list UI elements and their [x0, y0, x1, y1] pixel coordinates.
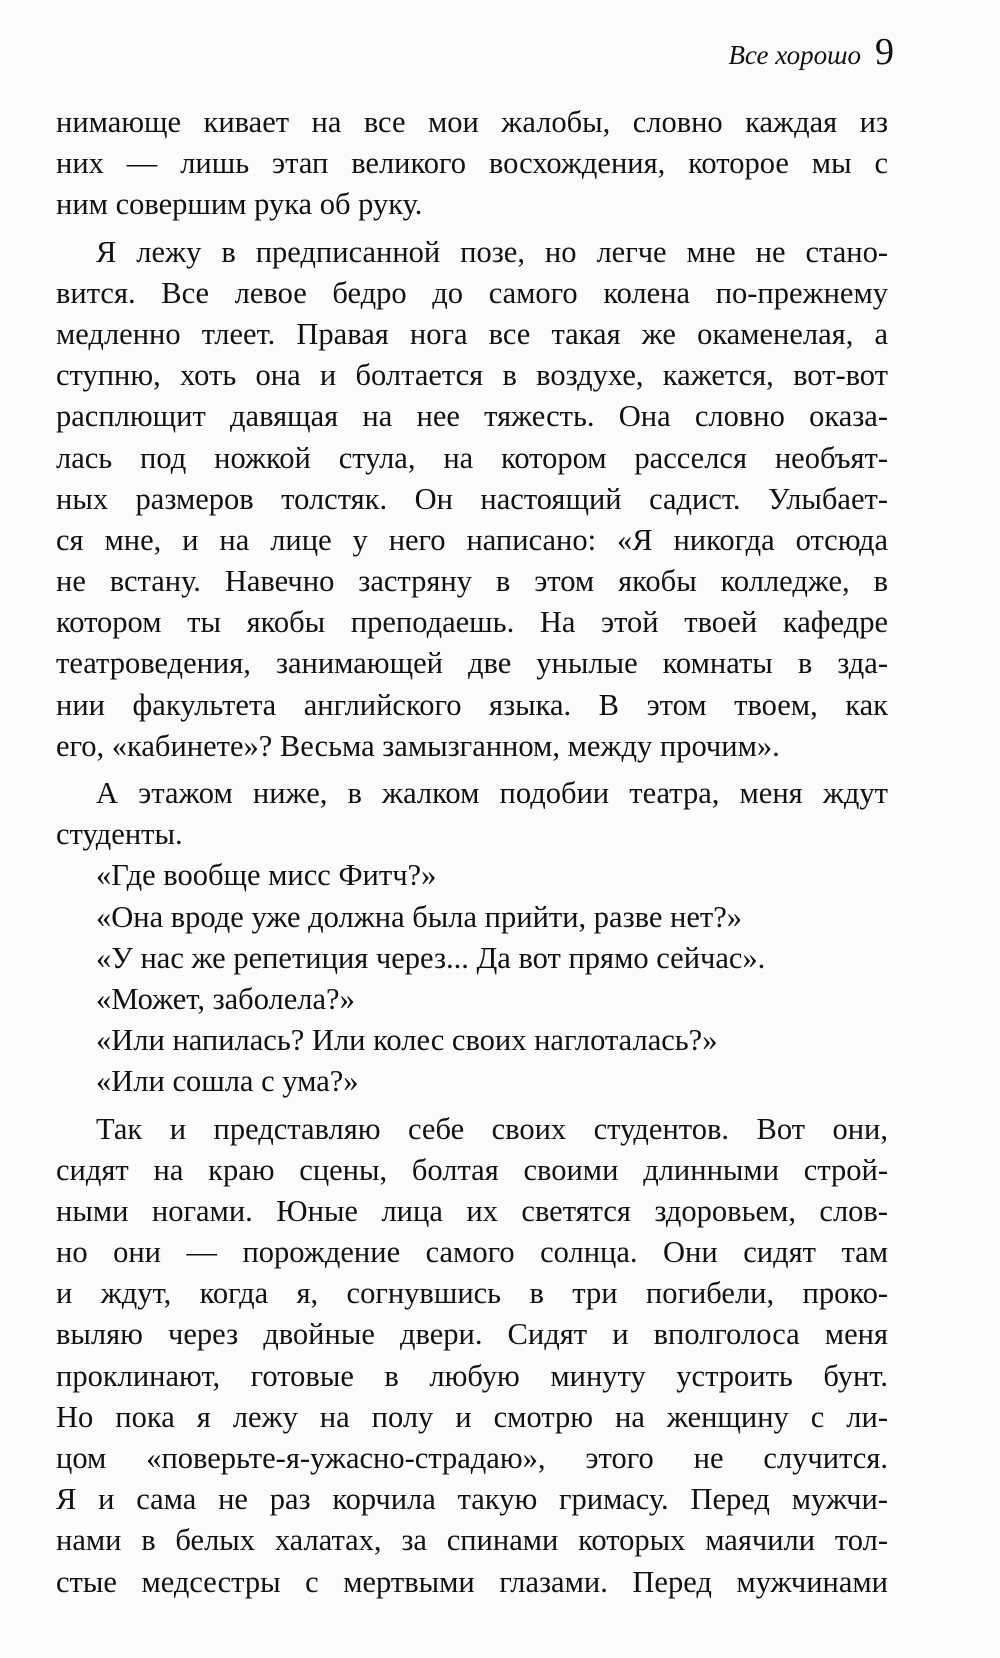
text-line: сидят на краю сцены, болтая своими длинными строй-: [56, 1152, 888, 1187]
text-line: студенты.: [56, 817, 183, 852]
text-line: нами в белых халатах, за спинами которых маячили тол-: [56, 1523, 888, 1558]
text-line: А этажом ниже, в жалком подобии театра, меня ждут: [96, 776, 888, 810]
text-line: цом «поверьте-я-ужасно-страдаю», этого не случится.: [56, 1441, 888, 1475]
text-line: его, «кабинете»? Весьма замызганном, между прочим».: [56, 728, 780, 763]
text-line: Но пока я лежу на полу и смотрю на женщину с ли-: [56, 1399, 888, 1434]
running-title: Все хорошо: [728, 40, 861, 70]
text-line: лась под ножкой стула, на котором расселся необъят-: [56, 440, 888, 475]
text-line: нии факультета английского языка. В этом твоем, как: [56, 687, 888, 722]
page-header: [728, 30, 894, 74]
text-line: проклинают, готовые в любую минуту устроить бунт.: [56, 1358, 888, 1393]
text-line: ных размеров толстяк. Он настоящий садист. Улыбает-: [56, 481, 888, 516]
text-line: и ждут, когда я, согнувшись в три погибели, проко-: [56, 1276, 888, 1311]
text-line: «Может, заболела?»: [96, 981, 355, 1016]
text-line: медленно тлеет. Правая нога все такая же окаменелая, а: [56, 316, 888, 351]
text-line: «Где вообще мисс Фитч?»: [96, 858, 437, 893]
text-line: ступню, хоть она и болтается в воздухе, кажется, вот-вот: [56, 358, 888, 393]
text-line: ним совершим рука об руку.: [56, 187, 423, 222]
text-line: ся мне, и на лице у него написано: «Я никогда отсюда: [56, 522, 888, 557]
text-line: «Она вроде уже должна была прийти, разве нет?»: [96, 899, 742, 934]
text-line: расплющит давящая на нее тяжесть. Она словно оказа-: [56, 399, 888, 434]
page-number: 9: [875, 31, 894, 73]
text-line: Я и сама не раз корчила такую гримасу. Перед мужчи-: [56, 1482, 888, 1517]
text-line: ными ногами. Юные лица их светятся здоровьем, слов-: [56, 1193, 888, 1228]
text-line: «Или сошла с ума?»: [96, 1064, 359, 1099]
text-line: «Или напилась? Или колес своих наглоталась?»: [96, 1023, 718, 1058]
text-line: котором ты якобы преподаешь. На этой твоей кафедре: [56, 605, 888, 640]
text-line: не встану. Навечно застряну в этом якобы колледже, в: [56, 564, 888, 599]
text-line: вится. Все левое бедро до самого колена по-прежнему: [56, 275, 888, 310]
text-line: «У нас же репетиция через... Да вот прямо сейчас».: [96, 940, 766, 975]
text-line: Так и представляю себе своих студентов. Вот они,: [96, 1111, 888, 1146]
body-text: [56, 102, 888, 1603]
text-line: театроведения, занимающей две унылые комнаты в зда-: [56, 646, 888, 681]
text-line: выляю через двойные двери. Сидят и вполголоса меня: [56, 1317, 888, 1352]
text-line: Я лежу в предписанной позе, но легче мне не стано-: [96, 234, 888, 269]
text-line: стые медсестры с мертвыми глазами. Перед мужчинами: [56, 1564, 888, 1599]
text-line: нимающе кивает на все мои жалобы, словно каждая из: [56, 105, 888, 139]
text-line: но они — порождение самого солнца. Они сидят там: [56, 1235, 888, 1270]
text-line: них — лишь этап великого восхождения, которое мы с: [56, 146, 888, 181]
